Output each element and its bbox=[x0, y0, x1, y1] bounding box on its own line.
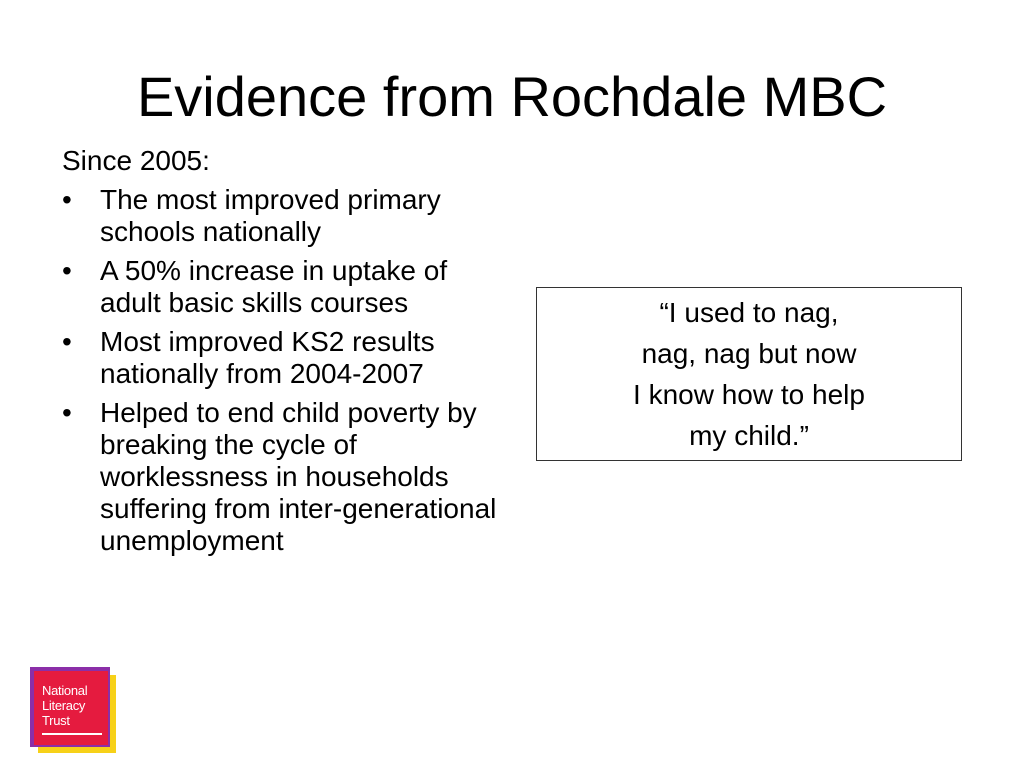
bullet-list bbox=[62, 184, 502, 557]
bullet-text: The most improved primary schools nationally bbox=[100, 184, 441, 247]
bullet-text: Helped to end child poverty by breaking the cycle of worklessness in households suffering from inter-generational unemployment bbox=[100, 397, 497, 556]
bullet-text: Most improved KS2 results nationally from 2004-2007 bbox=[100, 326, 435, 389]
national-literacy-trust-logo bbox=[30, 667, 116, 753]
bullet-marker: • bbox=[62, 255, 72, 286]
quote-line: “I used to nag, bbox=[659, 297, 839, 328]
bullet-marker: • bbox=[62, 397, 72, 428]
quote-line: nag, nag but now bbox=[641, 338, 857, 369]
quote-line: I know how to help bbox=[633, 379, 865, 410]
bullet-marker: • bbox=[62, 184, 72, 215]
quote-box bbox=[536, 287, 962, 461]
content-block bbox=[62, 145, 502, 564]
logo-text-line: Trust bbox=[42, 713, 70, 728]
intro-text: Since 2005: bbox=[62, 145, 210, 176]
logo-underline bbox=[42, 733, 102, 735]
bullet-item bbox=[62, 255, 502, 319]
logo-text-line: National bbox=[42, 683, 88, 698]
logo-red-square bbox=[34, 671, 108, 745]
bullet-item bbox=[62, 184, 502, 248]
quote-line: my child.” bbox=[689, 420, 809, 451]
logo-text-line: Literacy bbox=[42, 698, 86, 713]
bullet-marker: • bbox=[62, 326, 72, 357]
bullet-item bbox=[62, 397, 502, 557]
slide-title: Evidence from Rochdale MBC bbox=[136, 65, 888, 128]
bullet-item bbox=[62, 326, 502, 390]
bullet-text: A 50% increase in uptake of adult basic skills courses bbox=[100, 255, 448, 318]
